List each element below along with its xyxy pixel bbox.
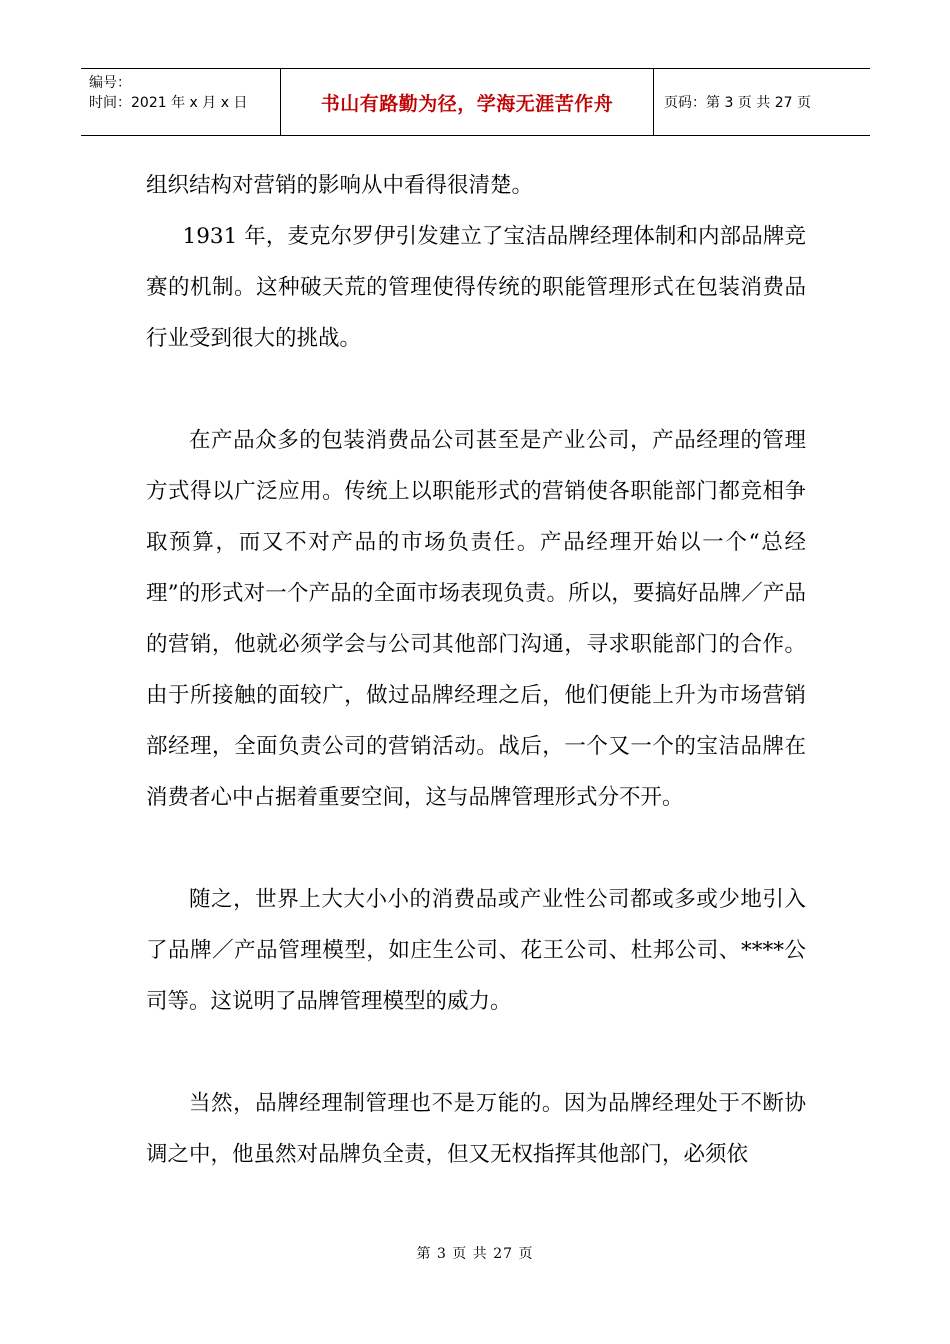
paragraph-spacer	[146, 1027, 806, 1078]
paragraph-3: 在产品众多的包装消费品公司甚至是产业公司，产品经理的管理方式得以广泛应用。传统上以职能形式的营销使各职能部门都竞相争取预算，而又不对产品的市场负责任。产品经理开始以一个“总经理”的形式对一个产品的全面市场表现负责。所以，要搞好品牌／产品的营销，他就必须学会与公司其他部门沟通，寻求职能部门的合作。由于所接触的面较广，做过品牌经理之后，他们便能上升为市场营销部经理，全面负责公司的营销活动。战后，一个又一个的宝洁品牌在消费者心中占据着重要空间，这与品牌管理形式分不开。	[146, 428, 806, 810]
page-footer: 第 3 页 共 27 页	[416, 1246, 534, 1262]
paragraph-1: 组织结构对营销的影响从中看得很清楚。	[146, 173, 534, 198]
document-body	[146, 160, 806, 1180]
header-page-info: 页码：第 3 页 共 27 页	[664, 95, 811, 111]
header-table	[81, 68, 870, 136]
time-label: 时间：2021 年 x 月 x 日	[89, 95, 248, 111]
paragraph-spacer	[146, 364, 806, 415]
paragraph-2: 1931 年，麦克尔罗伊引发建立了宝洁品牌经理体制和内部品牌竞赛的机制。这种破天荒的管理使得传统的职能管理形式在包装消费品行业受到很大的挑战。	[146, 224, 806, 351]
paragraph-4: 随之，世界上大大小小的消费品或产业性公司都或多或少地引入了品牌／产品管理模型，如庄生公司、花王公司、杜邦公司、****公司等。这说明了品牌管理模型的威力。	[146, 887, 806, 1014]
paragraph-5: 当然，品牌经理制管理也不是万能的。因为品牌经理处于不断协调之中，他虽然对品牌负全责，但又无权指挥其他部门，必须依	[146, 1091, 806, 1167]
header-motto: 书山有路勤为径，学海无涯苦作舟	[281, 69, 654, 135]
paragraph-spacer	[146, 823, 806, 874]
number-label: 编号：	[89, 75, 131, 91]
header-meta	[81, 69, 281, 135]
